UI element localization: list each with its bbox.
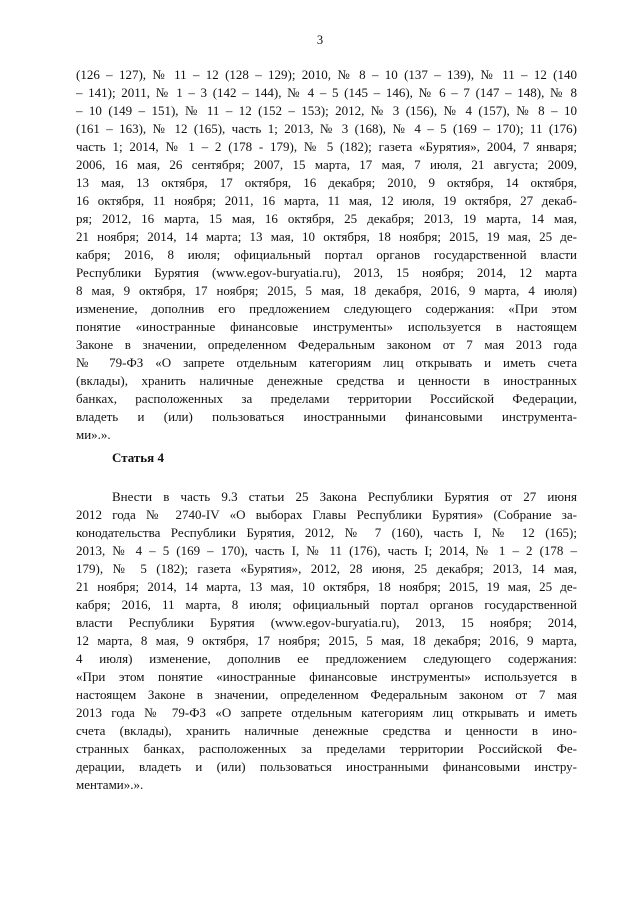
paragraph-line: 2013, № 4 – 5 (169 – 170), часть I, № 11 (176), часть I; 2014, № 1 – 2 (178 – <box>76 543 577 558</box>
paragraph-line: Законе в значении, определенном Федеральным законом от 7 мая 2013 года <box>76 337 577 352</box>
paragraph-line: настоящем Законе в значении, определенном Федеральным законом от 7 мая <box>76 687 577 702</box>
paragraph-line: 16 октября, 11 ноября; 2011, 16 марта, 11 мая, 12 июля, 19 октября, 27 декаб- <box>76 193 577 208</box>
paragraph-line: власти Республики Бурятия (www.egov-buryatia.ru), 2013, 15 ноября; 2014, <box>76 615 577 630</box>
paragraph-line: (вклады), хранить наличные денежные средства и ценности в иностранных <box>76 373 577 388</box>
paragraph-line: 4 июля) изменение, дополнив ее предложением следующего содержания: <box>76 651 577 666</box>
paragraph-line: – 10 (149 – 151), № 11 – 12 (152 – 153); 2012, № 3 (156), № 4 (157), № 8 – 10 <box>76 103 577 118</box>
paragraph-line: 2013 года № 79-ФЗ «О запрете отдельным категориям лиц открывать и иметь <box>76 705 577 720</box>
paragraph-line: 12 марта, 8 мая, 9 октября, 17 ноября; 2015, 5 мая, 18 декабря; 2016, 9 марта, <box>76 633 577 648</box>
paragraph-line: 21 ноября; 2014, 14 марта, 13 мая, 10 октября, 18 ноября; 2015, 19 мая, 25 де- <box>76 579 577 594</box>
paragraph-line: 21 ноября; 2014, 14 марта; 13 мая, 10 октября, 18 ноября; 2015, 19 мая, 25 де- <box>76 229 577 244</box>
paragraph-line: кабря; 2016, 8 июля; официальный портал органов государственной власти <box>76 247 577 262</box>
paragraph-line: 8 мая, 9 октября, 17 ноября; 2015, 5 мая, 18 декабря, 2016, 9 марта, 4 июля) <box>76 283 577 298</box>
paragraph-line: кабря; 2016, 11 марта, 8 июля; официальный портал органов государственной <box>76 597 577 612</box>
paragraph-line: ми».». <box>76 427 111 442</box>
paragraph-line: дерации, владеть и (или) пользоваться иностранными финансовыми инстру- <box>76 759 577 774</box>
paragraph-line: 2012 года № 2740-IV «О выборах Главы Республики Бурятия» (Собрание за- <box>76 507 577 522</box>
paragraph-line: счета (вклады), хранить наличные денежные средства и ценности в ино- <box>76 723 577 738</box>
paragraph-line: Внести в часть 9.3 статьи 25 Закона Республики Бурятия от 27 июня <box>112 489 577 504</box>
paragraph-line: понятие «иностранные финансовые инструменты» используется в настоящем <box>76 319 577 334</box>
paragraph-line: владеть и (или) пользоваться иностранными финансовыми инструмента- <box>76 409 577 424</box>
paragraph-line: часть 1; 2014, № 1 – 2 (178 - 179), № 5 (182); газета «Бурятия», 2004, 7 января; <box>76 139 577 154</box>
paragraph-line: 179), № 5 (182); газета «Бурятия», 2012, 28 июня, 25 декабря; 2013, 14 мая, <box>76 561 577 576</box>
paragraph-line: 2006, 16 мая, 26 сентября; 2007, 15 марта, 17 мая, 7 июля, 21 августа; 2009, <box>76 157 577 172</box>
paragraph-line: изменение, дополнив его предложением следующего содержания: «При этом <box>76 301 577 316</box>
page-number: 3 <box>316 33 324 47</box>
paragraph-line: Республики Бурятия (www.egov-buryatia.ru), 2013, 15 ноября; 2014, 12 марта <box>76 265 577 280</box>
article-heading: Статья 4 <box>112 450 164 465</box>
paragraph-line: – 141); 2011, № 1 – 3 (142 – 144), № 4 – 5 (145 – 146), № 6 – 7 (147 – 148), № 8 <box>76 85 577 100</box>
paragraph-line: (126 – 127), № 11 – 12 (128 – 129); 2010, № 8 – 10 (137 – 139), № 11 – 12 (140 <box>76 67 577 82</box>
paragraph-line: ментами».». <box>76 777 144 792</box>
paragraph-line: конодательства Республики Бурятия, 2012, № 7 (160), часть I, № 12 (165); <box>76 525 577 540</box>
paragraph-line: банках, расположенных за пределами территории Российской Федерации, <box>76 391 577 406</box>
paragraph-line: странных банках, расположенных за пределами территории Российской Фе- <box>76 741 577 756</box>
paragraph-line: № 79-ФЗ «О запрете отдельным категориям лиц открывать и иметь счета <box>76 355 577 370</box>
paragraph-line: «При этом понятие «иностранные финансовые инструменты» используется в <box>76 669 577 684</box>
paragraph-line: ря; 2012, 16 марта, 15 мая, 16 октября, 25 декабря; 2013, 19 марта, 14 мая, <box>76 211 577 226</box>
paragraph-line: 13 мая, 13 октября, 17 октября, 16 декабря; 2010, 9 октября, 14 октября, <box>76 175 577 190</box>
paragraph-line: (161 – 163), № 12 (165), часть 1; 2013, № 3 (168), № 4 – 5 (169 – 170); 11 (176) <box>76 121 577 136</box>
